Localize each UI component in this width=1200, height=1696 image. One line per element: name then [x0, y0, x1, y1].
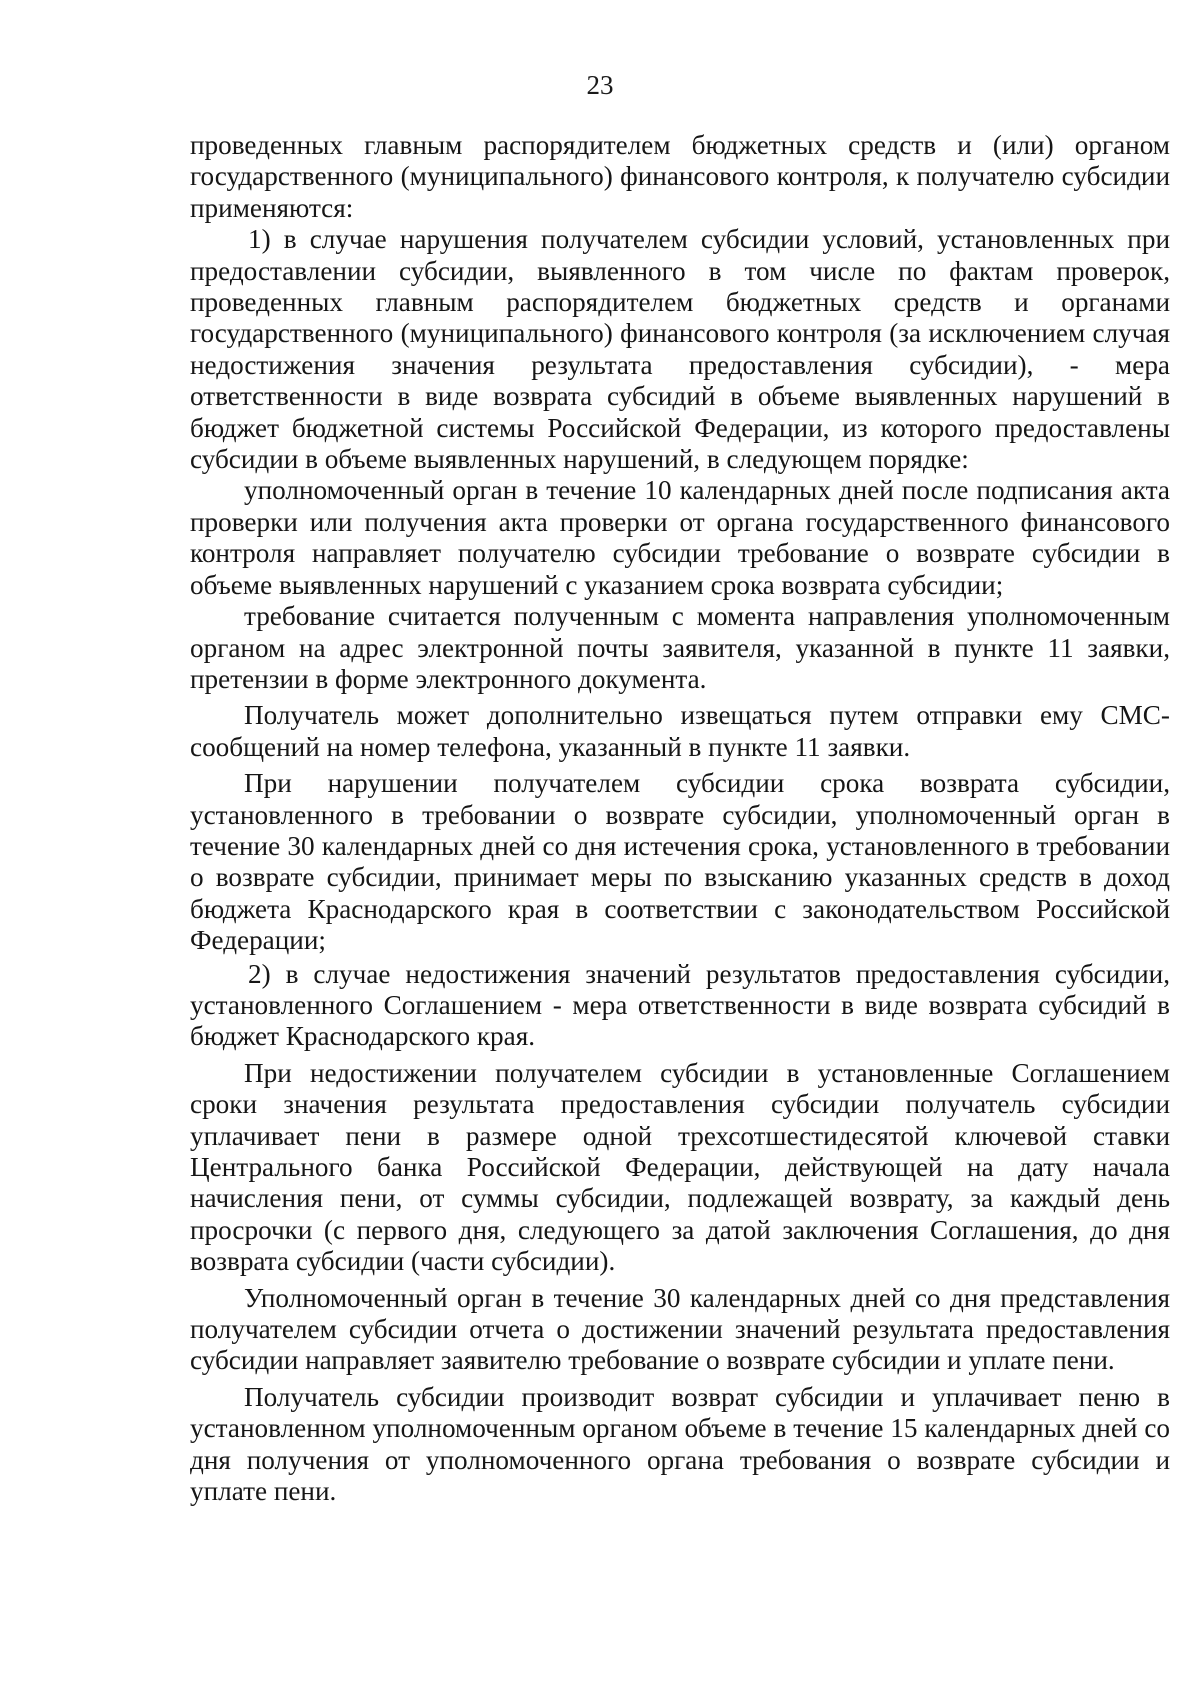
paragraph-item-1: 1) в случае нарушения получателем субсидии условий, установленных при предоставлении субсидии, выявленного в том числе по фактам проверок, проведенных главным распорядителем бюджетных средств и органами государственного (муниципального) финансового контроля (за исключением случая недостижения значения результата предоставления субсидии), - мера ответственности в виде возврата субсидий в объеме выявленных нарушений в бюджет бюджетной системы Российской Федерации, из которого предоставлены субсидии в объеме выявленных нарушений, в следующем порядке:	[190, 224, 1170, 475]
paragraph-recovery-measures: При нарушении получателем субсидии срока возврата субсидии, установленного в требовании о возврате субсидии, уполномоченный орган в течение 30 календарных дней со дня истечения срока, установленного в требовании о возврате субсидии, принимает меры по взысканию указанных средств в доход бюджета Краснодарского края в соответствии с законодательством Российской Федерации;	[190, 768, 1170, 956]
paragraph-notification-order: уполномоченный орган в течение 10 календарных дней после подписания акта проверки или получения акта проверки от органа государственного финансового контроля направляет получателю субсидии требование о возврате субсидии в объеме выявленных нарушений с указанием срока возврата субсидии;	[190, 475, 1170, 600]
paragraph-item-2: 2) в случае недостижения значений результатов предоставления субсидии, установленного Соглашением - мера ответственности в виде возврата субсидий в бюджет Краснодарского края.	[190, 958, 1170, 1052]
paragraph-report-requirement: Уполномоченный орган в течение 30 календарных дней со дня представления получателем субсидии отчета о достижении значений результата предоставления субсидии направляет заявителю требование о возврате субсидии и уплате пени.	[190, 1282, 1170, 1376]
page-number: 23	[586, 70, 614, 100]
paragraph-requirement-received: требование считается полученным с момента направления уполномоченным органом на адрес электронной почты заявителя, указанной в пункте 11 заявки, претензии в форме электронного документа.	[190, 601, 1170, 694]
document-body	[190, 130, 1170, 1507]
paragraph-sms-notice: Получатель может дополнительно извещаться путем отправки ему СМС-сообщений на номер телефона, указанный в пункте 11 заявки.	[190, 700, 1170, 762]
paragraph-penalty: При недостижении получателем субсидии в установленные Соглашением сроки значения результата предоставления субсидии получатель субсидии уплачивает пени в размере одной трехсотшестидесятой ключевой ставки Центрального банка Российской Федерации, действующей на дату начала начисления пени, от суммы субсидии, подлежащей возврату, за каждый день просрочки (с первого дня, следующего за датой заключения Соглашения, до дня возврата субсидии (части субсидии).	[190, 1057, 1170, 1277]
paragraph-continuation: проведенных главным распорядителем бюджетных средств и (или) органом государственного (муниципального) финансового контроля, к получателю субсидии применяются:	[190, 130, 1170, 223]
paragraph-refund-procedure: Получатель субсидии производит возврат субсидии и уплачивает пеню в установленном уполномоченным органом объеме в течение 15 календарных дней со дня получения от уполномоченного органа требования о возврате субсидии и уплате пени.	[190, 1381, 1170, 1507]
